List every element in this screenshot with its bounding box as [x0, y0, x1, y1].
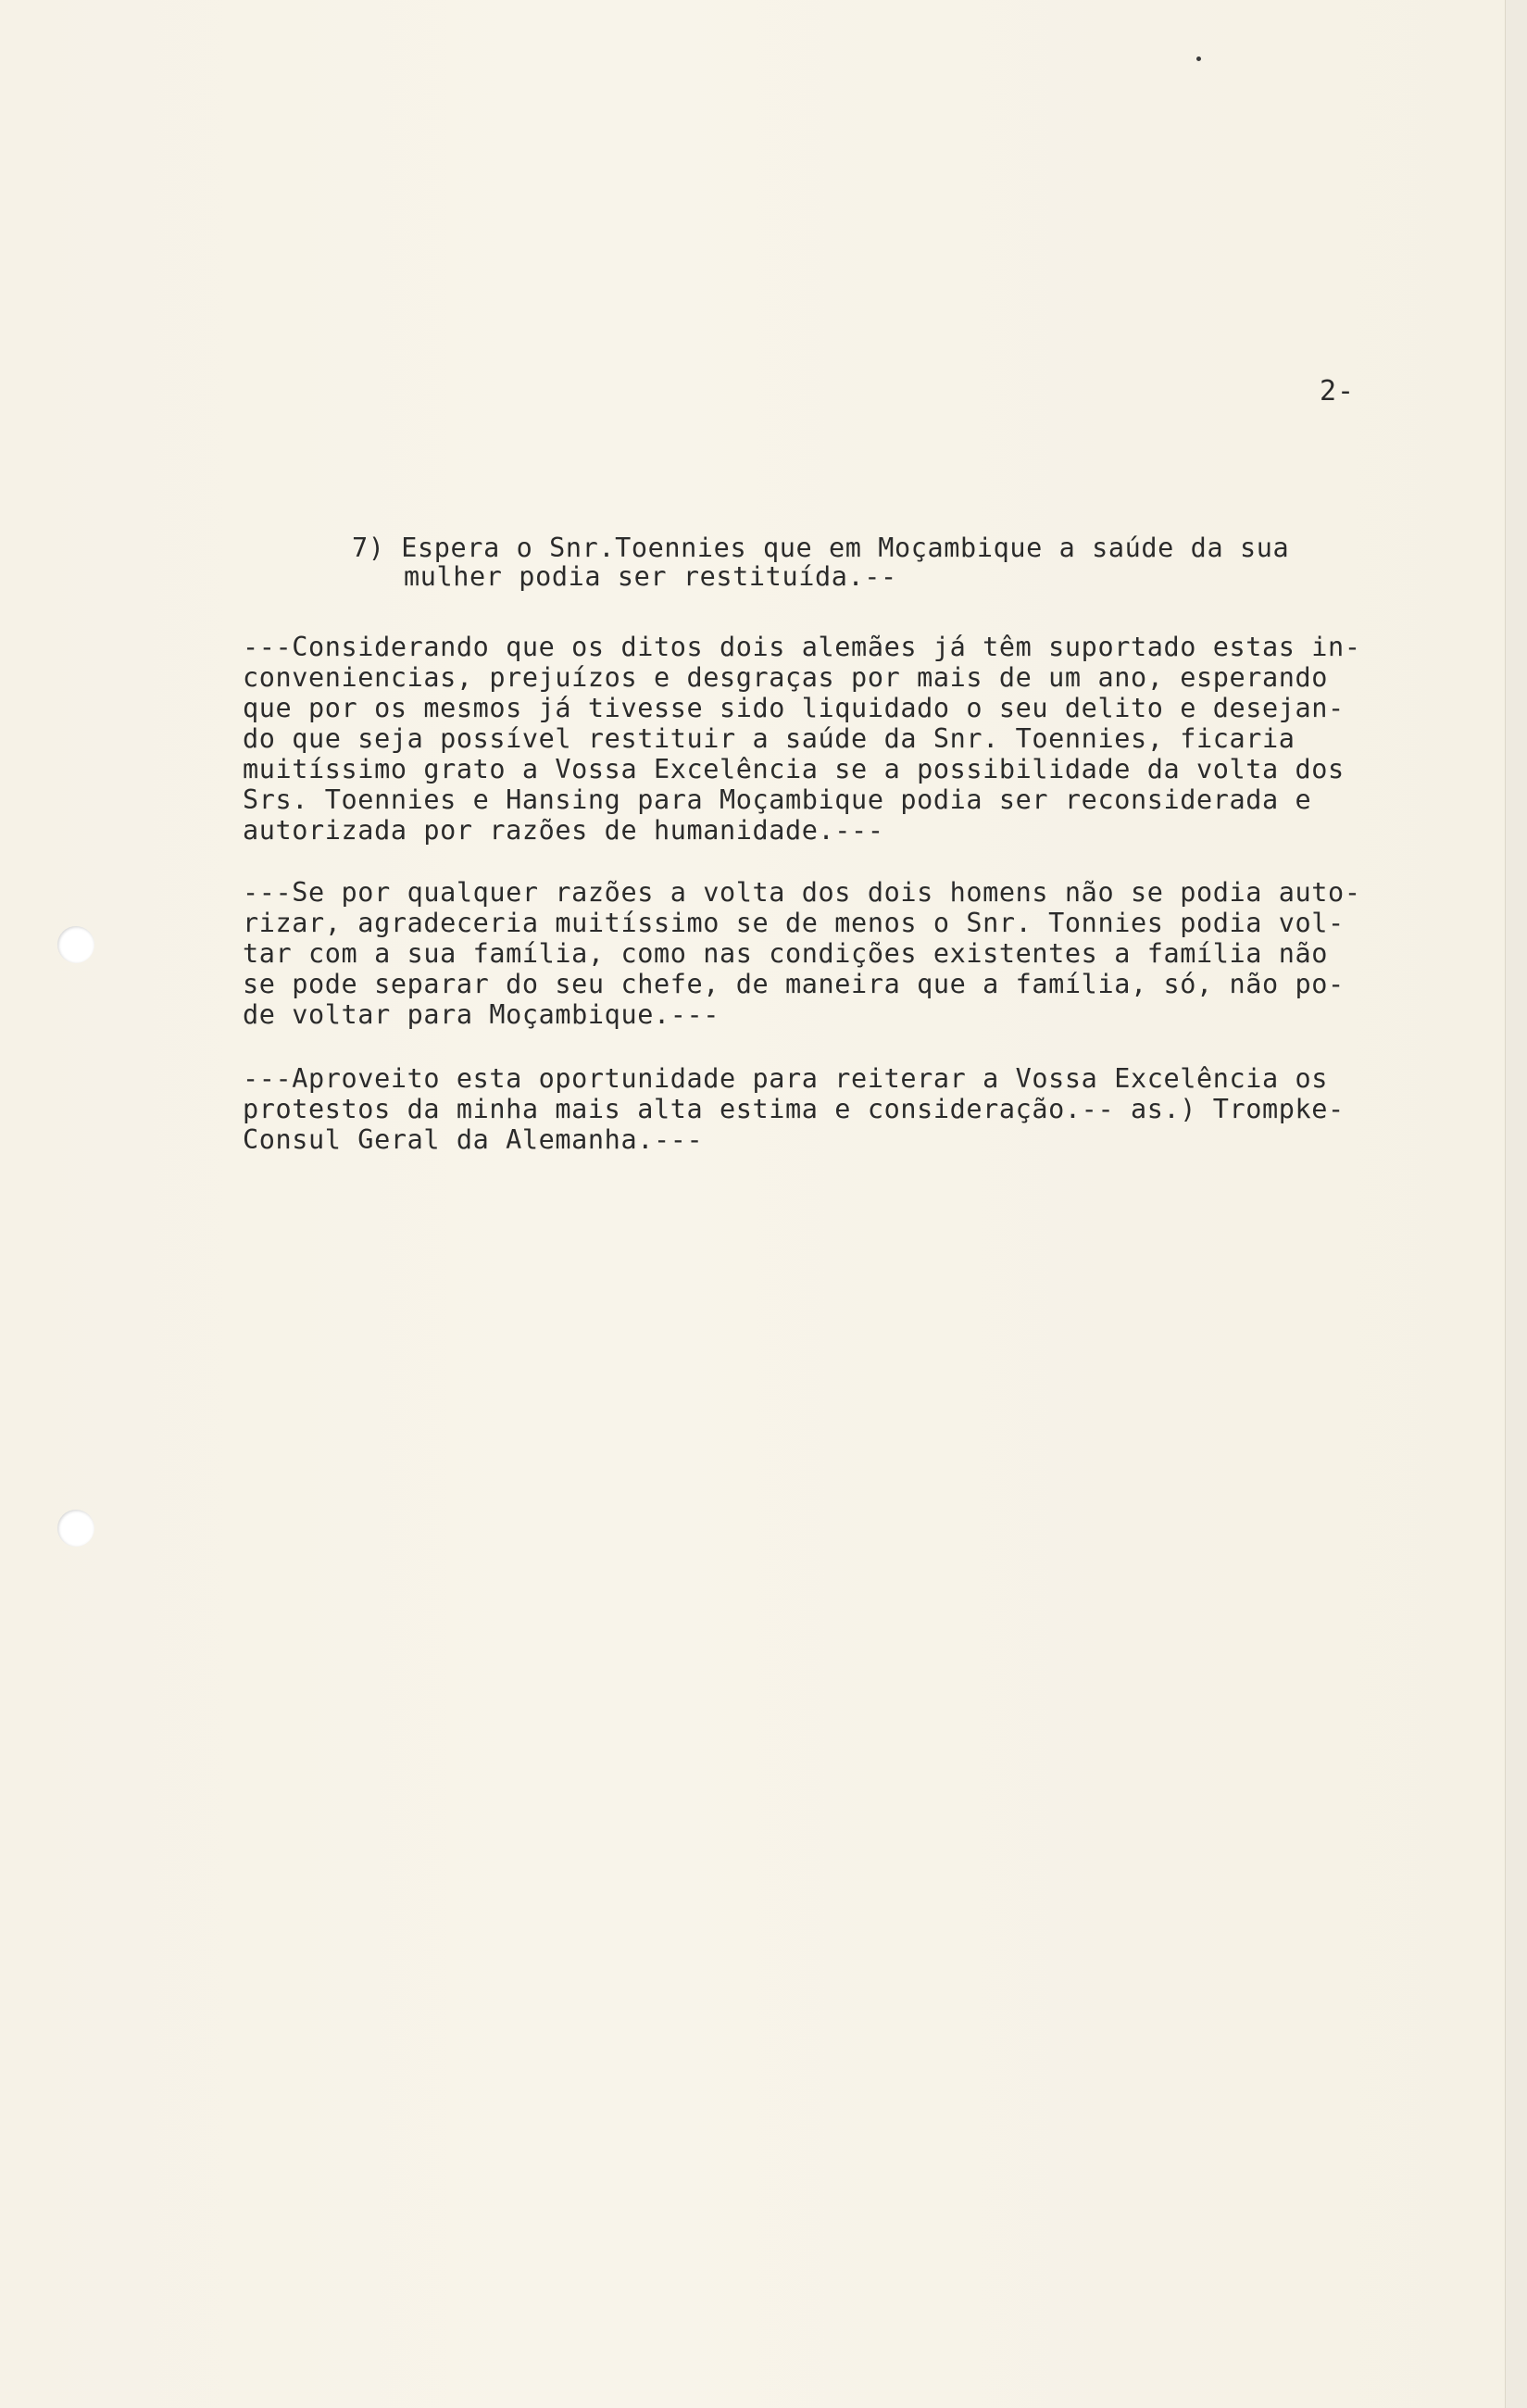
page-edge: [1505, 0, 1527, 2408]
punch-hole-upper: [57, 926, 94, 963]
item7-line: 7) Espera o Snr.Toennies que em Moçambique a saúde da sua: [352, 533, 1290, 563]
paragraph3-line: protestos da minha mais alta estima e consideração.-- as.) Trompke-: [243, 1094, 1345, 1124]
item7-line: mulher podia ser restituída.--: [404, 561, 897, 592]
paragraph1-line: conveniencias, prejuízos e desgraças por mais de um ano, esperando: [243, 662, 1329, 693]
paragraph1-line: Srs. Toennies e Hansing para Moçambique podia ser reconsiderada e: [243, 784, 1312, 815]
paragraph2-line: rizar, agradeceria muitíssimo se de menos o Snr. Tonnies podia vol-: [243, 908, 1345, 938]
paragraph2-line: se pode separar do seu chefe, de maneira que a família, só, não po-: [243, 969, 1345, 999]
ink-speck: [1196, 56, 1201, 61]
paragraph1-line: muitíssimo grato a Vossa Excelência se a possibilidade da volta dos: [243, 754, 1345, 784]
page-number: 2-: [1320, 375, 1356, 408]
paragraph1-line: autorizada por razões de humanidade.---: [243, 815, 884, 846]
punch-hole-lower: [57, 1510, 94, 1547]
paragraph1-line: do que seja possível restituir a saúde da Snr. Toennies, ficaria: [243, 723, 1295, 754]
paragraph1-line: que por os mesmos já tivesse sido liquidado o seu delito e desejan-: [243, 693, 1345, 723]
paragraph2-line: tar com a sua família, como nas condições existentes a família não: [243, 938, 1329, 969]
paragraph2-line: de voltar para Moçambique.---: [243, 999, 720, 1030]
paragraph3-line: Consul Geral da Alemanha.---: [243, 1124, 704, 1155]
paragraph2-line: ---Se por qualquer razões a volta dos dois homens não se podia auto-: [243, 877, 1361, 908]
paragraph3-line: ---Aproveito esta oportunidade para reiterar a Vossa Excelência os: [243, 1063, 1329, 1094]
paragraph1-line: ---Considerando que os ditos dois alemães já têm suportado estas in-: [243, 632, 1361, 662]
